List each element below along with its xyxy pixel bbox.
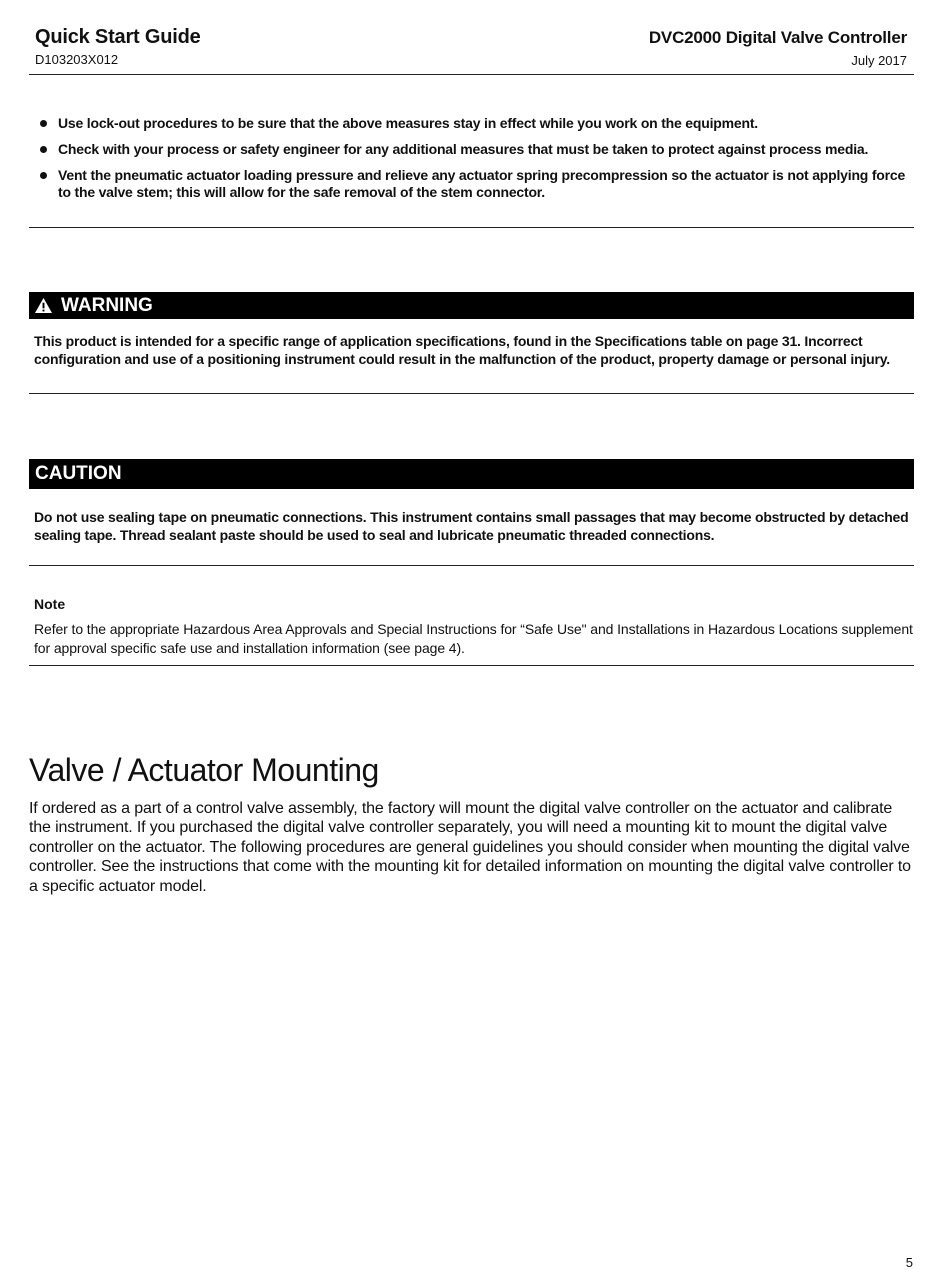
bullet-text: Vent the pneumatic actuator loading pressure and relieve any actuator spring precompression so the actuator is not applying force to the valve stem; this will allow for the safe removal of the stem connector. (58, 167, 906, 200)
warning-rule (29, 393, 914, 394)
note-text: Refer to the appropriate Hazardous Area Approvals and Special Instructions for “Safe Use" and Installations in Hazardous Locations supplement for approval specific safe use and installation information (see page 4). (34, 621, 913, 656)
section-heading: Valve / Actuator Mounting (29, 752, 379, 788)
caution-rule (29, 565, 914, 566)
bullet-icon (40, 172, 47, 179)
warning-text: This product is intended for a specific range of application specifications, found in the Specifications table on page 31. Incorrect configuration and use of a positioning instrument could result in the malfunction of the product, property damage or personal injury. (34, 333, 890, 367)
bullet-text: Check with your process or safety engineer for any additional measures that must be taken to protect against process media. (58, 141, 869, 157)
list-item (38, 115, 908, 132)
publication-date: July 2017 (851, 53, 907, 68)
page-number: 5 (905, 1255, 913, 1270)
caution-text: Do not use sealing tape on pneumatic connections. This instrument contains small passages that may become obstructed by detached sealing tape. Thread sealant paste should be used to seal and lubricate pneumatic threaded connections. (34, 509, 909, 543)
note-rule (29, 665, 914, 666)
guide-title: Quick Start Guide (35, 26, 201, 48)
caution-label: CAUTION (35, 463, 122, 484)
list-item (38, 167, 908, 201)
section-paragraph: If ordered as a part of a control valve assembly, the factory will mount the digital valve controller on the actuator and calibrate the instrument. If you purchased the digital valve controller separately, you will need a mounting kit to mount the digital valve controller on the actuator. The following procedures are general guidelines you should consider when mounting the digital valve controller. See the instructions that come with the mounting kit for detailed information on mounting the digital valve controller to a specific actuator model. (29, 800, 911, 895)
bullet-icon (40, 120, 47, 127)
document-number: D103203X012 (35, 52, 119, 67)
section-divider (29, 227, 914, 228)
bullet-text: Use lock-out procedures to be sure that the above measures stay in effect while you work on the equipment. (58, 115, 758, 131)
product-title: DVC2000 Digital Valve Controller (648, 28, 907, 47)
bullet-icon (40, 146, 47, 153)
list-item (38, 141, 908, 158)
warning-banner (29, 292, 914, 319)
warning-triangle-icon (34, 297, 53, 314)
safety-bullet-list (38, 115, 908, 210)
caution-banner (29, 459, 914, 489)
header-rule (29, 74, 914, 75)
note-heading: Note (34, 596, 66, 612)
warning-label: WARNING (61, 295, 153, 316)
